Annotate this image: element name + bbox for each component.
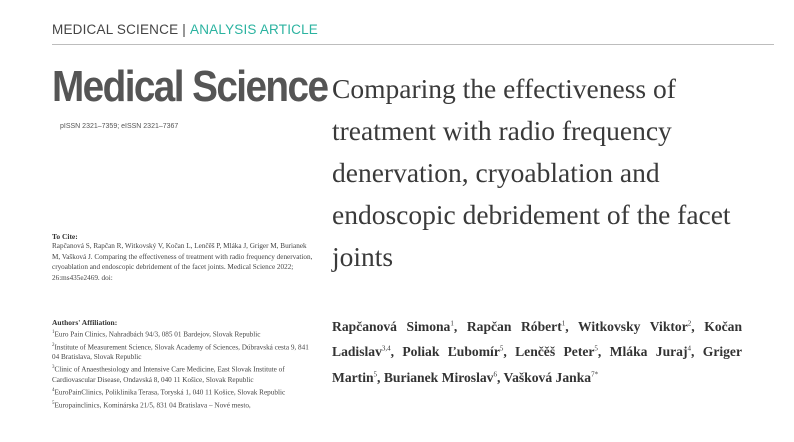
author: Rapčanová Simona$^1$, <box>332 318 467 334</box>
affiliation-item: $^2$Institute of Measurement Science, Slovak Academy of Sciences, Dúbravská cesta 9, 841 04 Bratislava, Slovak Republic <box>52 342 309 362</box>
affiliations-heading: Authors' Affiliation: <box>52 318 118 327</box>
header-section: MEDICAL SCIENCE <box>52 22 179 37</box>
journal-logo: Medical Science <box>52 62 328 111</box>
citation-heading: To Cite: <box>52 232 78 241</box>
author: Poliak Ľubomír$^5$, <box>402 344 516 360</box>
article-title: Comparing the effectiveness of treatment with radio frequency denervation, cryoablation and endoscopic debridement of the facet joints <box>332 73 731 272</box>
affiliation-item: $^3$Clinic of Anaesthesiology and Intensive Care Medicine, East Slovak Institute of Cardiovascular Disease, Ondavská 8, 040 11 Košice, Slovak Republic <box>52 365 285 384</box>
affiliation-item: $^5$Europainclinics, Kominárska 21/5, 831 04 Bratislava – Nové mesto, <box>52 400 251 410</box>
author-list <box>332 312 742 389</box>
header-separator: | <box>182 22 186 37</box>
author: Witkovsky Viktor$^2$, <box>577 318 705 334</box>
journal-header <box>52 22 774 45</box>
citation-text: Rapčanová S, Rapčan R, Witkovský V, Kočan L, Lenčěš P, Mláka J, Griger M, Burianek M, Vašková J. Comparing the effectiveness of treatment with radio frequency denervation, cryoablation and endoscopic debridement of the facet joints. Medical Science 2022; 26:ms435e2469. doi: <box>52 242 313 282</box>
issn-line: pISSN 2321–7359; eISSN 2321–7367 <box>60 123 179 130</box>
author: Lenčěš Peter$^5$, <box>515 344 610 360</box>
header-category: ANALYSIS ARTICLE <box>190 22 319 37</box>
affiliation-item: $^4$EuroPainClinics, Poliklinika Terasa, Toryská 1, 040 11 Košice, Slovak Republic <box>52 388 286 397</box>
affiliations-list <box>52 328 314 411</box>
author: Griger Martin$^5$, <box>332 344 742 385</box>
author: Burianek Miroslav$^6$, <box>383 369 504 385</box>
author: Mláka Juraj$^4$, <box>609 344 703 360</box>
author: Vašková Janka$^{7*}$ <box>503 369 599 385</box>
author: Kočan Ladislav$^{3,4}$, <box>332 318 743 360</box>
affiliation-item: $^1$Euro Pain Clinics, Nahradbách 94/3, 085 01 Bardejov, Slovak Republic <box>52 330 261 339</box>
author: Rapčan Róbert$^1$, <box>466 318 578 334</box>
